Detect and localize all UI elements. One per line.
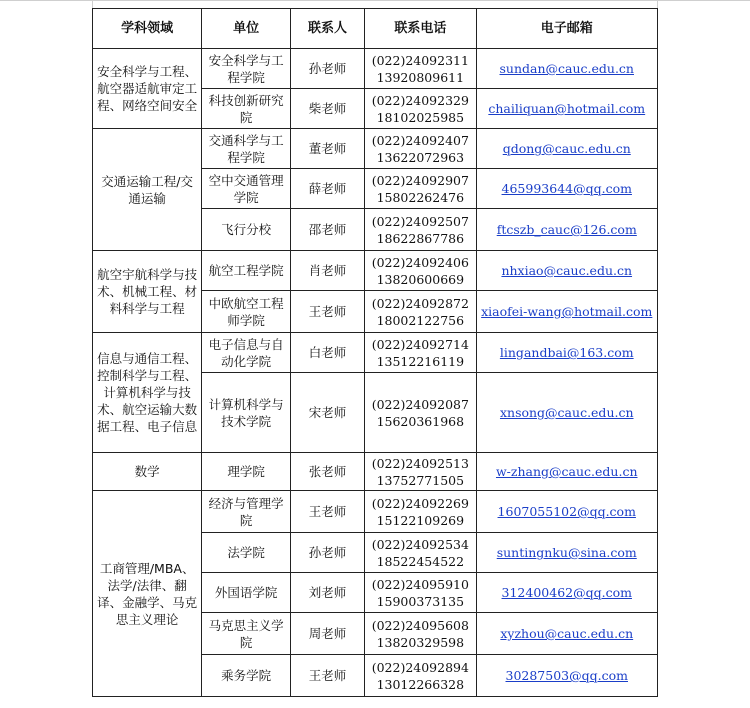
header-contact: 联系人 [290, 9, 364, 49]
header-phone: 联系电话 [365, 9, 476, 49]
phone-cell [365, 453, 476, 491]
mobile-phone: 13820329598 [376, 634, 465, 650]
mobile-phone: 15620361968 [376, 413, 465, 429]
office-phone: (022)24092714 [371, 336, 469, 352]
unit-cell: 理学院 [202, 453, 291, 491]
email-cell [476, 251, 658, 291]
email-link[interactable]: ftcszb_cauc@126.com [496, 222, 637, 237]
mobile-phone: 13752771505 [376, 472, 465, 488]
email-link[interactable]: chailiquan@hotmail.com [488, 101, 646, 116]
office-phone: (022)24092507 [371, 213, 469, 229]
table-row [93, 129, 658, 169]
email-link[interactable]: w-zhang@cauc.edu.cn [495, 464, 638, 479]
email-link[interactable]: xyzhou@cauc.edu.cn [500, 626, 634, 641]
unit-cell: 电子信息与自动化学院 [202, 333, 291, 373]
contact-cell: 孙老师 [290, 533, 364, 573]
table-row [93, 251, 658, 291]
email-link[interactable]: sundan@cauc.edu.cn [499, 61, 634, 76]
office-phone: (022)24092311 [371, 52, 469, 68]
mobile-phone: 18622867786 [376, 230, 465, 246]
unit-cell: 交通科学与工程学院 [202, 129, 291, 169]
office-phone: (022)24092407 [371, 132, 469, 148]
contact-cell: 张老师 [290, 453, 364, 491]
email-link[interactable]: xnsong@cauc.edu.cn [499, 405, 634, 420]
unit-cell: 法学院 [202, 533, 291, 573]
table-row [93, 453, 658, 491]
mobile-phone: 18002122756 [376, 312, 465, 328]
unit-cell: 乘务学院 [202, 655, 291, 697]
field-cell: 信息与通信工程、控制科学与工程、计算机科学与技术、航空运输大数据工程、电子信息 [93, 333, 202, 453]
mobile-phone: 18102025985 [376, 109, 465, 125]
contact-cell: 王老师 [290, 291, 364, 333]
phone-cell [365, 209, 476, 251]
phone-cell [365, 491, 476, 533]
contact-cell: 肖老师 [290, 251, 364, 291]
page-top-border [0, 0, 750, 1]
phone-cell [365, 89, 476, 129]
header-field: 学科领域 [93, 9, 202, 49]
field-cell: 安全科学与工程、航空器适航审定工程、网络空间安全 [93, 49, 202, 129]
contact-cell: 董老师 [290, 129, 364, 169]
table-row [93, 49, 658, 89]
phone-cell [365, 169, 476, 209]
email-cell [476, 533, 658, 573]
mobile-phone: 15122109269 [376, 512, 465, 528]
contact-cell: 白老师 [290, 333, 364, 373]
phone-cell [365, 291, 476, 333]
email-link[interactable]: suntingnku@sina.com [496, 545, 637, 560]
office-phone: (022)24095910 [371, 576, 469, 592]
office-phone: (022)24092534 [371, 536, 469, 552]
contact-cell: 王老师 [290, 655, 364, 697]
unit-cell: 经济与管理学院 [202, 491, 291, 533]
email-cell [476, 613, 658, 655]
phone-cell [365, 573, 476, 613]
phone-cell [365, 533, 476, 573]
mobile-phone: 13820600669 [376, 271, 465, 287]
email-cell [476, 491, 658, 533]
office-phone: (022)24092329 [371, 92, 469, 108]
email-link[interactable]: lingandbai@163.com [499, 345, 634, 360]
field-cell: 数学 [93, 453, 202, 491]
phone-cell [365, 373, 476, 453]
unit-cell: 外国语学院 [202, 573, 291, 613]
table-row [93, 333, 658, 373]
phone-cell [365, 333, 476, 373]
unit-cell: 飞行分校 [202, 209, 291, 251]
office-phone: (022)24092513 [371, 455, 469, 471]
email-cell [476, 655, 658, 697]
email-link[interactable]: xiaofei-wang@hotmail.com [481, 304, 653, 319]
office-phone: (022)24092894 [371, 659, 469, 675]
mobile-phone: 13622072963 [376, 149, 465, 165]
phone-cell [365, 49, 476, 89]
email-cell [476, 169, 658, 209]
phone-cell [365, 613, 476, 655]
field-cell: 交通运输工程/交通运输 [93, 129, 202, 251]
office-phone: (022)24092087 [371, 396, 469, 412]
unit-cell: 中欧航空工程师学院 [202, 291, 291, 333]
page-edge-right [657, 0, 658, 8]
office-phone: (022)24092269 [371, 495, 469, 511]
contact-cell: 周老师 [290, 613, 364, 655]
mobile-phone: 15900373135 [376, 593, 465, 609]
contact-cell: 邵老师 [290, 209, 364, 251]
contact-cell: 王老师 [290, 491, 364, 533]
mobile-phone: 13012266328 [376, 676, 465, 692]
unit-cell: 安全科学与工程学院 [202, 49, 291, 89]
email-cell [476, 373, 658, 453]
phone-cell [365, 251, 476, 291]
email-link[interactable]: 1607055102@qq.com [497, 504, 636, 519]
mobile-phone: 15802262476 [376, 189, 465, 205]
email-cell [476, 209, 658, 251]
office-phone: (022)24092872 [371, 295, 469, 311]
phone-cell [365, 129, 476, 169]
email-cell [476, 291, 658, 333]
page-edge-left [92, 0, 93, 8]
email-cell [476, 49, 658, 89]
header-row [93, 9, 658, 49]
email-link[interactable]: qdong@cauc.edu.cn [502, 141, 631, 156]
contact-cell: 薛老师 [290, 169, 364, 209]
email-cell [476, 129, 658, 169]
email-cell [476, 453, 658, 491]
contact-table [92, 8, 658, 697]
unit-cell: 马克思主义学院 [202, 613, 291, 655]
email-link[interactable]: 465993644@qq.com [501, 181, 632, 196]
office-phone: (022)24095608 [371, 617, 469, 633]
email-link[interactable]: nhxiao@cauc.edu.cn [501, 263, 633, 278]
contact-cell: 柴老师 [290, 89, 364, 129]
office-phone: (022)24092406 [371, 254, 469, 270]
office-phone: (022)24092907 [371, 172, 469, 188]
table-row [93, 491, 658, 533]
header-email: 电子邮箱 [476, 9, 658, 49]
contact-cell: 宋老师 [290, 373, 364, 453]
email-link[interactable]: 30287503@qq.com [505, 668, 628, 683]
email-cell [476, 89, 658, 129]
unit-cell: 科技创新研究院 [202, 89, 291, 129]
field-cell: 工商管理/MBA、法学/法律、翻译、金融学、马克思主义理论 [93, 491, 202, 697]
unit-cell: 计算机科学与技术学院 [202, 373, 291, 453]
contact-cell: 刘老师 [290, 573, 364, 613]
phone-cell [365, 655, 476, 697]
header-unit: 单位 [202, 9, 291, 49]
unit-cell: 航空工程学院 [202, 251, 291, 291]
contact-cell: 孙老师 [290, 49, 364, 89]
email-cell [476, 333, 658, 373]
unit-cell: 空中交通管理学院 [202, 169, 291, 209]
field-cell: 航空宇航科学与技术、机械工程、材料科学与工程 [93, 251, 202, 333]
email-link[interactable]: 312400462@qq.com [501, 585, 632, 600]
table-body [93, 49, 658, 697]
mobile-phone: 13920809611 [376, 69, 465, 85]
email-cell [476, 573, 658, 613]
mobile-phone: 13512216119 [376, 353, 465, 369]
mobile-phone: 18522454522 [376, 553, 465, 569]
